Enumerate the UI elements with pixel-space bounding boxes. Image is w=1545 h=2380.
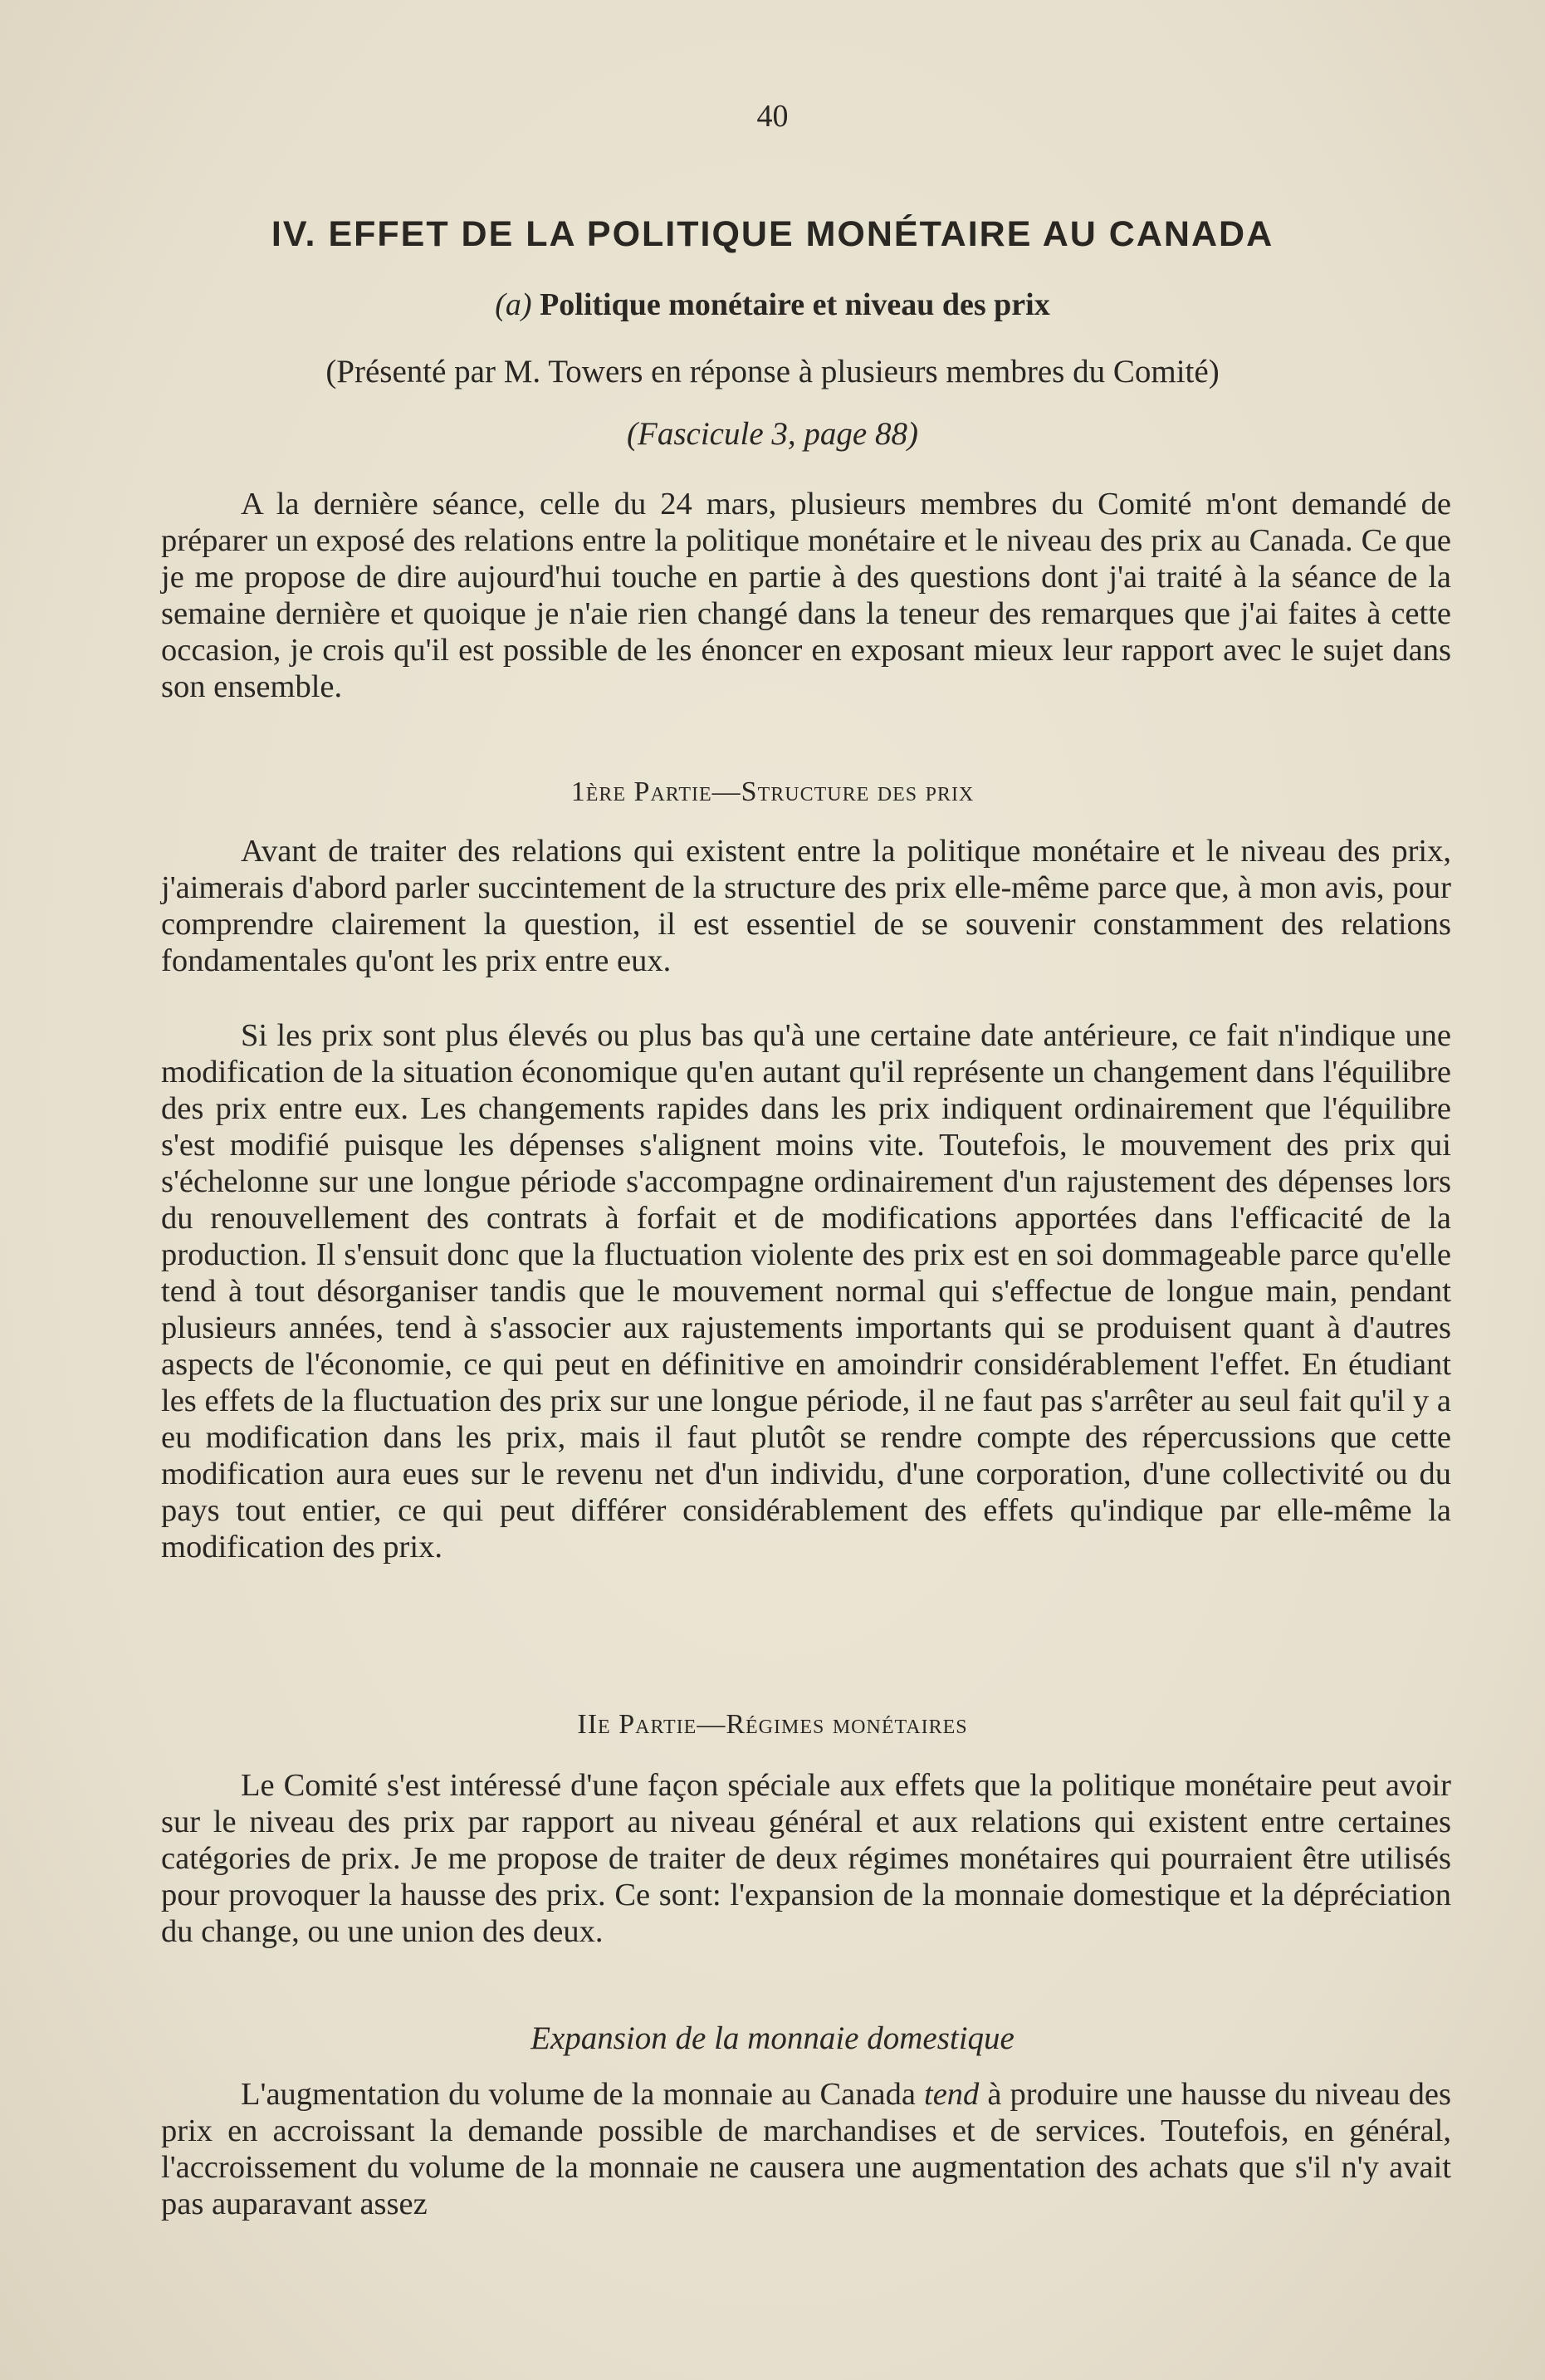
section-title: IV. EFFET DE LA POLITIQUE MONÉTAIRE AU CANADA bbox=[271, 214, 1274, 254]
expansion-heading: Expansion de la monnaie domestique bbox=[530, 2020, 1015, 2056]
subsection-label: (a) bbox=[495, 287, 532, 322]
fascicule-reference: (Fascicule 3, page 88) bbox=[627, 416, 918, 452]
subsection-heading bbox=[0, 286, 1545, 323]
expansion-emphasis: tend bbox=[924, 2077, 980, 2112]
intro-paragraph: A la dernière séance, celle du 24 mars, plusieurs membres du Comité m'ont demandé de préparer un exposé des relations entre la politique monétaire et le niveau des prix au Canada. Ce que je me propose de dire aujourd'hui touche en partie à des questions dont j'ai traité à la séance de la semaine dernière et quoique je n'aie rien changé dans la teneur des remarques que j'ai faites à cette occasion, je crois qu'il est possible de les énoncer en exposant mieux leur rapport avec le sujet dans son ensemble. bbox=[161, 487, 1451, 704]
part2-paragraph-1: Le Comité s'est intéressé d'une façon spéciale aux effets que la politique monétaire peut avoir sur le niveau des prix par rapport au niveau général et aux relations qui existent entre certaines catégories de prix. Je me propose de traiter de deux régimes monétaires qui pourraient être utilisés pour provoquer la hausse des prix. Ce sont: l'expansion de la monnaie domestique et la dépréciation du change, ou une union des deux. bbox=[161, 1768, 1451, 1949]
expansion-paragraph bbox=[161, 2076, 1451, 2222]
part1-paragraph-2: Si les prix sont plus élevés ou plus bas qu'à une certaine date antérieure, ce fait n'indique une modification de la situation économique qu'en autant qu'il représente un changement dans l'équilibre des prix entre eux. Les changements rapides dans les prix indiquent ordinairement que l'équilibre s'est modifié puisque les dépenses s'alignent moins vite. Toutefois, le mouvement des prix qui s'échelonne sur une longue période s'accompagne ordinairement d'un rajustement des dépenses lors du renouvellement des contrats à forfait et de modifications apportées dans l'efficacité de la production. Il s'ensuit donc que la fluctuation violente des prix est en soi dommageable parce qu'elle tend à tout désorganiser tandis que le mouvement normal qui s'effectue de longue main, pendant plusieurs années, tend à s'associer aux rajustements importants qui se produisent quant à d'autres aspects de l'économie, ce qui peut en définitive en amoindrir considérablement l'effet. En étudiant les effets de la fluctuation des prix sur une longue période, il ne faut pas s'arrêter au seul fait qu'il y a eu modification dans les prix, mais il faut plutôt se rendre compte des répercussions que cette modification aura eues sur le revenu net d'un individu, d'une corporation, d'une collectivité ou du pays tout entier, ce qui peut différer considérablement des effets qu'indique par elle-même la modification des prix. bbox=[161, 1018, 1451, 1565]
presented-by: (Présenté par M. Towers en réponse à plusieurs membres du Comité) bbox=[325, 354, 1220, 389]
part1-paragraph-1: Avant de traiter des relations qui existent entre la politique monétaire et le niveau des prix, j'aimerais d'abord parler succintement de la structure des prix elle-même parce que, à mon avis, pour comprendre clairement la question, il est essentiel de se souvenir constamment des relations fondamentales qu'ont les prix entre eux. bbox=[161, 834, 1451, 978]
subsection-title: Politique monétaire et niveau des prix bbox=[540, 287, 1050, 322]
expansion-text-end: à produire une hausse du niveau des prix en accroissant la demande possible de marchandises et de services. Toutefois, en général, l'accroissement du volume de la monnaie ne causera une augmentation des achats que s'il n'y avait pas auparavant assez bbox=[161, 2077, 1451, 2221]
part1-heading: 1ère Partie—Structure des prix bbox=[570, 776, 975, 807]
expansion-text-start: L'augmentation du volume de la monnaie au Canada bbox=[241, 2077, 925, 2112]
part2-heading: IIe Partie—Régimes monétaires bbox=[577, 1709, 968, 1740]
page-number: 40 bbox=[756, 99, 789, 134]
